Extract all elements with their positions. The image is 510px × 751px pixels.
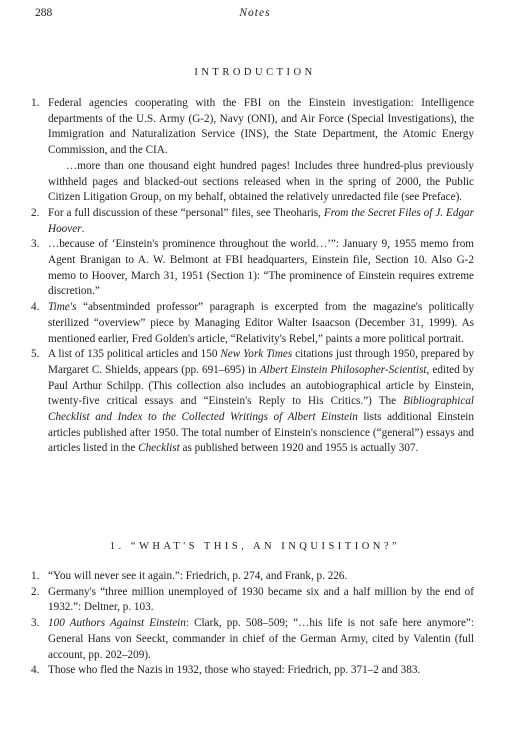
note-text	[48, 569, 474, 585]
note-text	[48, 616, 474, 663]
section-heading-introduction: INTRODUCTION	[194, 67, 316, 78]
note-text-segment: …because of ‘Einstein's prominence throughout the world…’”: January 9, 1955 memo from Agent Branigan to A. W. Belmont at FBI headquarters, Einstein file, Section 10. Also G-2 memo to Hoover, March 31, 1951 (Section 1): “The prominence of Einstein requires extreme discretion.”	[48, 238, 474, 298]
italic-title: Bibliographical Checklist and Index to the Collected Writings of Albert Einstein	[48, 395, 474, 424]
note-text-segment: .	[81, 222, 85, 235]
note-item	[31, 663, 474, 679]
note-number: 3.	[31, 238, 40, 251]
note-text	[48, 300, 474, 347]
note-item	[31, 347, 474, 457]
note-text-segment: “absentminded professor” paragraph is excerpted from the magazine's politically sterilized “overview” piece by Managing Editor Walter Isaacson (December 31, 1999). As mentioned earlier, Fred Golden's article, “Relativity's Rebel,” paints a more political portrait.	[48, 301, 474, 345]
note-text-segment: citations just through 1950, prepared by Margaret C. Shields, appears (pp. 691–695) in	[48, 348, 474, 376]
italic-title: Time's	[48, 301, 77, 314]
note-item	[31, 300, 474, 347]
note-number: 3.	[31, 617, 40, 630]
note-number: 4.	[31, 664, 40, 677]
note-text-segment: as published between 1920 and 1955 is actually 307.	[179, 442, 419, 455]
note-item	[31, 585, 474, 616]
note-item	[31, 616, 474, 663]
note-text-segment: Those who fled the Nazis in 1932, those who stayed: Friedrich, pp. 371–2 and 383.	[48, 664, 421, 677]
note-item	[31, 569, 474, 585]
italic-title: From the Secret Files of J. Edgar Hoover	[48, 206, 474, 235]
note-text	[48, 96, 474, 159]
notes-list-introduction	[31, 96, 474, 457]
section-heading-chapter-1: 1. “WHAT'S THIS, AN INQUISITION?”	[109, 541, 401, 552]
note-number: 4.	[31, 301, 40, 314]
note-number: 1.	[31, 97, 40, 109]
note-text-segment: Germany's “three million unemployed of 1930 became six and a half million by the end of 1932.”: Deltner, p. 103.	[48, 585, 474, 614]
note-text-segment: “You will never see it again.”: Friedrich, p. 274, and Frank, p. 226.	[48, 570, 348, 582]
italic-title: New York Times	[220, 348, 293, 361]
italic-title: Checklist	[138, 442, 180, 455]
note-text-segment: Federal agencies cooperating with the FBI on the Einstein investigation: Intelligence departments of the U.S. Army (G-2), Navy (ONI), and Air Force (Special Investigations), the Immigration and Naturalization Service (INS), the State Department, the Atomic Energy Commission, and the CIA.	[48, 97, 474, 157]
note-number: 5.	[31, 348, 40, 361]
note-item	[31, 206, 474, 237]
italic-title: 100 Authors Against Einstein	[48, 617, 186, 630]
running-title: Notes	[239, 7, 271, 19]
notes-list-chapter-1	[31, 569, 474, 679]
note-item	[31, 237, 474, 300]
note-text	[48, 237, 474, 300]
note-number: 2.	[31, 585, 40, 598]
note-number: 1.	[31, 570, 40, 582]
note-continuation: …more than one thousand eight hundred pages! Includes three hundred-plus previously withheld pages and blacked-out sections released when in the spring of 2000, the Public Citizen Litigation Group, on my behalf, obtained the relatively unredacted file (see Preface).	[48, 159, 474, 204]
note-item	[31, 96, 474, 206]
note-text	[48, 585, 474, 616]
note-text	[48, 206, 474, 237]
note-text-segment: : Clark, pp. 508–509; “…his life is not safe here anymore”: General Hans von Seeckt, commander in chief of the German Army, cited by Valentin (full account, pp. 202–209).	[48, 617, 474, 661]
note-text-segment: A list of 135 political articles and 150	[48, 348, 221, 361]
note-text-segment: lists additional Einstein articles published after 1950. The total number of Einstein's nonscience (“general”) essays and articles listed in the	[48, 411, 475, 455]
page-header	[35, 7, 475, 23]
italic-title: Albert Einstein Philosopher-Scientist	[259, 363, 427, 376]
note-text-segment: For a full discussion of these “personal” files, see Theoharis,	[48, 206, 324, 219]
note-text	[48, 663, 474, 679]
page-number: 288	[35, 7, 53, 19]
note-number: 2.	[31, 206, 40, 219]
note-text-segment: , edited by Paul Arthur Schilpp. (This collection also includes an autobiographical article by Einstein, twenty-five critical essays and “Einstein's Reply to His Critics.”) The	[48, 363, 474, 408]
note-text	[48, 347, 474, 457]
